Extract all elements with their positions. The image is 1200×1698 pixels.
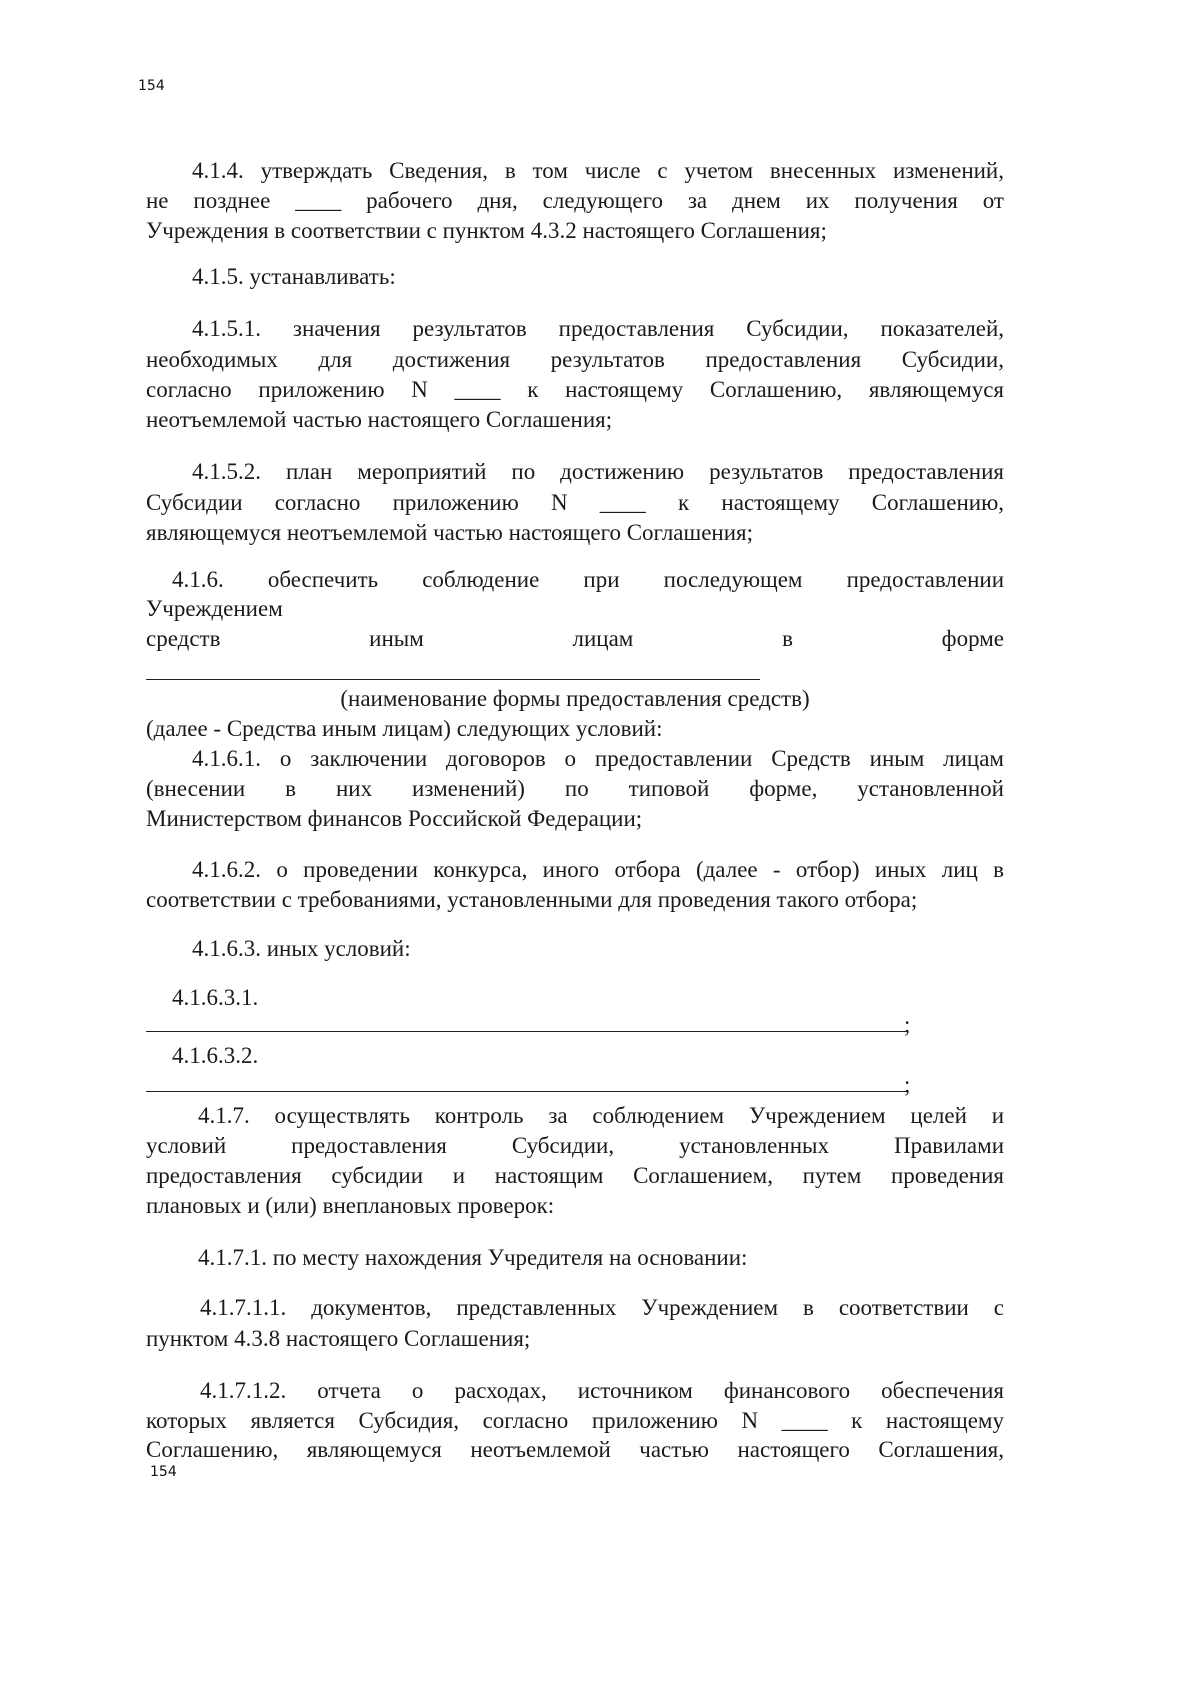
text-line: неотъемлемой частью настоящего Соглашения; (146, 407, 613, 432)
text-line: 4.1.6.2. о проведении конкурса, иного отбора (далее - отбор) иных лиц в (192, 857, 1004, 882)
text-line: пунктом 4.3.8 настоящего Соглашения; (146, 1326, 531, 1351)
clause-label: 4.1.6.3.1. (172, 985, 259, 1010)
word: последующем (663, 567, 803, 592)
word: предоставлении (846, 567, 1004, 592)
text-line: предоставления субсидии и настоящим Соглашением, путем проведения (146, 1163, 1004, 1188)
text-line: не позднее ____ рабочего дня, следующего за днем их получения от (146, 188, 1004, 213)
clause-4-1-6-3: 4.1.6.3. иных условий: (192, 936, 411, 961)
text-line-spaced (172, 565, 1004, 594)
word: при (583, 567, 620, 592)
word: 4.1.6. (172, 567, 224, 592)
semicolon: ; (904, 1012, 911, 1037)
text-line: 4.1.7. осуществлять контроль за соблюдением Учреждением целей и (198, 1103, 1004, 1128)
text-line: Министерством финансов Российской Федерации; (146, 806, 643, 831)
text-line-spaced (146, 624, 1004, 653)
blank-fill-line (146, 679, 760, 680)
text-line: необходимых для достижения результатов предоставления Субсидии, (146, 347, 1004, 372)
text-line: 4.1.5.2. план мероприятий по достижению результатов предоставления (192, 459, 1004, 484)
clause-label: 4.1.6.3.2. (172, 1043, 259, 1068)
text-line: (внесении в них изменений) по типовой форме, установленной (146, 776, 1004, 801)
page-number-bottom: 154 (150, 1464, 177, 1480)
clause-4-1-5: 4.1.5. устанавливать: (192, 264, 396, 289)
text-line: Соглашению, являющемуся неотъемлемой частью настоящего Соглашения, (146, 1437, 1004, 1462)
blank-fill-line (146, 1091, 906, 1092)
page-number-top: 154 (138, 78, 165, 94)
text-line: 4.1.4. утверждать Сведения, в том числе с учетом внесенных изменений, (192, 158, 1004, 183)
text-line: Учреждением (146, 596, 283, 621)
text-line: согласно приложению N ____ к настоящему Соглашению, являющемуся (146, 377, 1004, 402)
text-line: Учреждения в соответствии с пунктом 4.3.2 настоящего Соглашения; (146, 218, 827, 243)
word: средств (146, 626, 221, 651)
text-line: 4.1.5.1. значения результатов предоставления Субсидии, показателей, (192, 316, 1004, 341)
text-line: 4.1.7.1.1. документов, представленных Учреждением в соответствии с (200, 1295, 1004, 1320)
word: обеспечить (267, 567, 379, 592)
semicolon: ; (904, 1072, 911, 1097)
word: соблюдение (422, 567, 540, 592)
text-line: Субсидии согласно приложению N ____ к настоящему Соглашению, (146, 490, 1004, 515)
text-line: которых является Субсидия, согласно приложению N ____ к настоящему (146, 1408, 1004, 1433)
form-caption: (наименование формы предоставления средств) (340, 686, 810, 711)
word: форме (941, 626, 1004, 651)
word: лицам (572, 626, 634, 651)
word: иным (369, 626, 424, 651)
text-line: 4.1.6.1. о заключении договоров о предоставлении Средств иным лицам (192, 746, 1004, 771)
clause-4-1-7-1: 4.1.7.1. по месту нахождения Учредителя на основании: (198, 1245, 748, 1270)
text-line: условий предоставления Субсидии, установленных Правилами (146, 1133, 1004, 1158)
word: в (782, 626, 793, 651)
text-line: (далее - Средства иным лицам) следующих условий: (146, 716, 663, 741)
text-line: соответствии с требованиями, установленными для проведения такого отбора; (146, 887, 918, 912)
text-line: являющемуся неотъемлемой частью настоящего Соглашения; (146, 520, 754, 545)
text-line: 4.1.7.1.2. отчета о расходах, источником финансового обеспечения (200, 1378, 1004, 1403)
text-line: плановых и (или) внеплановых проверок: (146, 1193, 555, 1218)
blank-fill-line (146, 1031, 906, 1032)
